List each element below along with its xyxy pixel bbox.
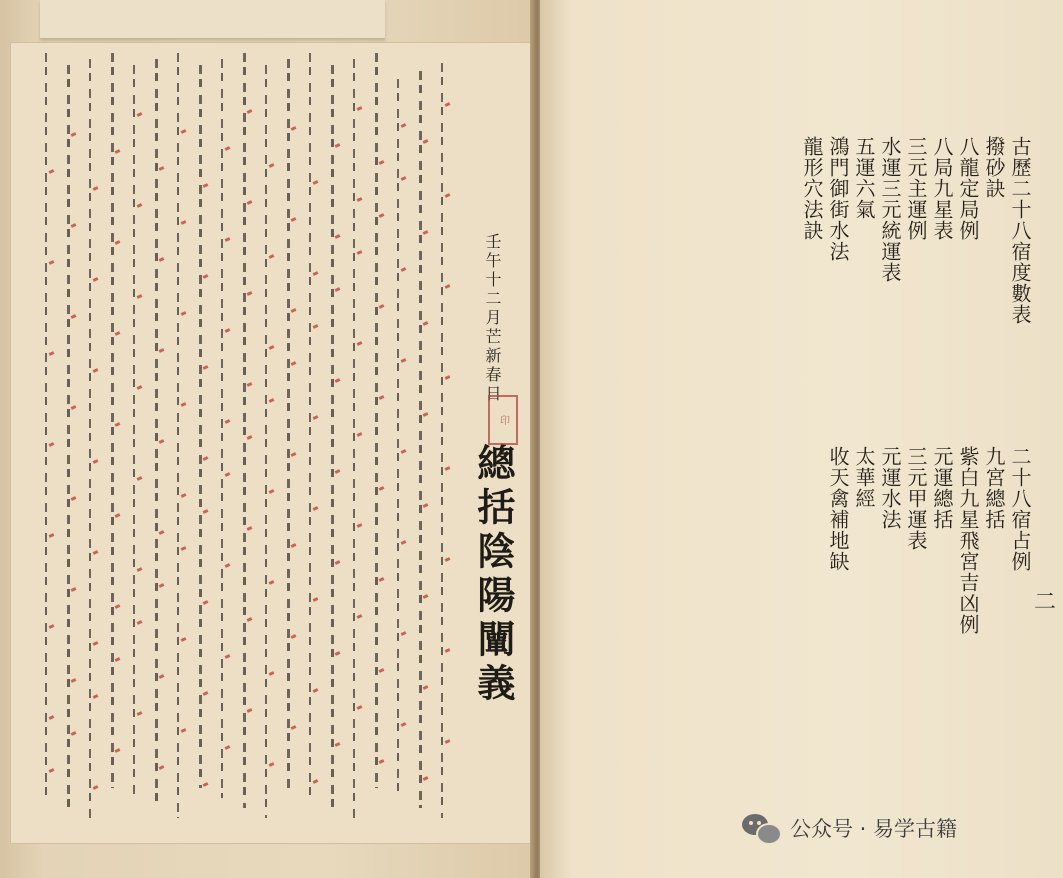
toc-entry: 太華經 <box>852 446 876 509</box>
red-annotation-mark <box>115 513 121 518</box>
red-annotation-mark <box>115 748 121 753</box>
toc-entry: 紫白九星飛宮吉凶例 <box>956 446 980 635</box>
red-annotation-mark <box>225 654 231 659</box>
toc-entry: 鴻門御街水法 <box>826 136 850 262</box>
red-annotation-mark <box>401 540 407 545</box>
red-annotation-mark <box>401 267 407 272</box>
handwritten-column <box>177 53 179 818</box>
red-annotation-mark <box>357 705 363 710</box>
red-annotation-mark <box>445 284 451 289</box>
red-annotation-mark <box>93 459 99 464</box>
red-annotation-mark <box>159 348 165 353</box>
red-annotation-mark <box>203 600 209 605</box>
red-annotation-mark <box>291 217 297 222</box>
red-annotation-mark <box>93 550 99 555</box>
toc-entry: 水運三元統運表 <box>878 136 902 283</box>
red-annotation-mark <box>313 324 319 329</box>
red-annotation-mark <box>49 768 55 773</box>
red-annotation-mark <box>71 405 77 410</box>
red-annotation-mark <box>313 506 319 511</box>
watermark <box>742 812 957 844</box>
red-annotation-mark <box>203 365 209 370</box>
red-annotation-mark <box>159 583 165 588</box>
handwritten-column <box>45 53 47 798</box>
red-annotation-mark <box>137 385 143 390</box>
red-annotation-mark <box>379 160 385 165</box>
handwritten-column <box>67 65 70 808</box>
handwritten-column <box>265 65 267 818</box>
red-annotation-mark <box>357 432 363 437</box>
red-annotation-mark <box>159 166 165 171</box>
red-annotation-mark <box>269 762 275 767</box>
red-annotation-mark <box>379 668 385 673</box>
red-annotation-mark <box>203 509 209 514</box>
red-annotation-mark <box>269 398 275 403</box>
red-annotation-mark <box>423 321 429 326</box>
handwritten-column <box>441 63 443 818</box>
red-annotation-mark <box>379 577 385 582</box>
red-annotation-mark <box>71 496 77 501</box>
red-annotation-mark <box>313 688 319 693</box>
red-annotation-mark <box>379 759 385 764</box>
handwritten-column <box>397 79 399 798</box>
red-annotation-mark <box>181 728 187 733</box>
red-annotation-mark <box>49 351 55 356</box>
red-annotation-mark <box>247 435 253 440</box>
red-annotation-mark <box>401 722 407 727</box>
red-annotation-mark <box>137 294 143 299</box>
handwritten-column <box>287 59 290 788</box>
red-annotation-mark <box>115 331 121 336</box>
red-annotation-mark <box>247 708 253 713</box>
red-annotation-mark <box>137 476 143 481</box>
red-annotation-mark <box>159 674 165 679</box>
red-annotation-mark <box>181 637 187 642</box>
handwritten-column <box>309 53 311 798</box>
handwritten-column <box>375 53 378 788</box>
red-annotation-mark <box>313 597 319 602</box>
red-annotation-mark <box>313 180 319 185</box>
red-annotation-mark <box>203 274 209 279</box>
red-annotation-mark <box>401 358 407 363</box>
red-annotation-mark <box>49 442 55 447</box>
red-annotation-mark <box>269 163 275 168</box>
red-annotation-mark <box>357 197 363 202</box>
toc-entry: 古歷二十八宿度數表 <box>1008 136 1032 325</box>
red-annotation-mark <box>401 123 407 128</box>
right-printed-page <box>540 0 1063 878</box>
red-annotation-mark <box>93 785 99 790</box>
red-annotation-mark <box>401 176 407 181</box>
red-annotation-mark <box>181 546 187 551</box>
red-annotation-mark <box>379 213 385 218</box>
red-annotation-mark <box>445 466 451 471</box>
red-annotation-mark <box>203 183 209 188</box>
handwritten-column <box>155 59 158 808</box>
red-annotation-mark <box>247 109 253 114</box>
toc-entry: 三元甲運表 <box>904 446 928 551</box>
red-annotation-mark <box>93 641 99 646</box>
red-annotation-mark <box>357 523 363 528</box>
watermark-text: 公众号 · 易学古籍 <box>790 817 958 841</box>
manuscript-date: 壬午十二月芒新春日 <box>483 233 502 404</box>
red-annotation-mark <box>423 230 429 235</box>
red-annotation-mark <box>137 112 143 117</box>
red-annotation-mark <box>445 648 451 653</box>
toc-entry: 二十八宿占例 <box>1008 446 1032 572</box>
red-annotation-mark <box>137 620 143 625</box>
red-annotation-mark <box>291 126 297 131</box>
red-annotation-mark <box>291 725 297 730</box>
red-annotation-mark <box>49 260 55 265</box>
red-annotation-mark <box>335 469 341 474</box>
red-annotation-mark <box>115 149 121 154</box>
red-annotation-mark <box>445 739 451 744</box>
red-annotation-mark <box>115 657 121 662</box>
red-annotation-mark <box>313 779 319 784</box>
red-annotation-mark <box>445 557 451 562</box>
toc-entry: 元運水法 <box>878 446 902 530</box>
red-annotation-mark <box>49 624 55 629</box>
red-annotation-mark <box>269 489 275 494</box>
red-annotation-mark <box>137 567 143 572</box>
red-annotation-mark <box>335 378 341 383</box>
red-annotation-mark <box>93 368 99 373</box>
red-annotation-mark <box>115 422 121 427</box>
red-annotation-mark <box>357 106 363 111</box>
red-annotation-mark <box>335 651 341 656</box>
red-annotation-mark <box>247 200 253 205</box>
handwritten-column <box>243 53 246 808</box>
red-annotation-mark <box>335 560 341 565</box>
manuscript-title: 總括陰陽闡義 <box>471 443 516 707</box>
red-annotation-mark <box>269 254 275 259</box>
red-annotation-mark <box>269 345 275 350</box>
red-annotation-mark <box>357 250 363 255</box>
red-annotation-mark <box>181 493 187 498</box>
red-annotation-mark <box>181 402 187 407</box>
red-annotation-mark <box>379 304 385 309</box>
red-annotation-mark <box>159 530 165 535</box>
red-seal: 印 <box>488 395 518 445</box>
toc-entry: 八局九星表 <box>930 136 954 241</box>
handwritten-column <box>111 53 114 788</box>
handwritten-column <box>89 59 91 818</box>
red-annotation-mark <box>115 604 121 609</box>
red-annotation-mark <box>137 711 143 716</box>
wechat-icon <box>742 812 782 844</box>
handwritten-column <box>199 65 202 788</box>
red-annotation-mark <box>225 472 231 477</box>
red-annotation-mark <box>291 361 297 366</box>
red-annotation-mark <box>423 685 429 690</box>
handwritten-text-area <box>10 42 534 844</box>
red-annotation-mark <box>181 220 187 225</box>
red-annotation-mark <box>445 193 451 198</box>
red-annotation-mark <box>313 415 319 420</box>
red-annotation-mark <box>71 132 77 137</box>
red-annotation-mark <box>247 291 253 296</box>
toc-entry: 八龍定局例 <box>956 136 980 241</box>
red-annotation-mark <box>203 456 209 461</box>
toc-entry: 九宮總括 <box>982 446 1006 530</box>
red-annotation-mark <box>291 634 297 639</box>
red-annotation-mark <box>445 375 451 380</box>
red-annotation-mark <box>115 240 121 245</box>
red-annotation-mark <box>291 308 297 313</box>
red-annotation-mark <box>203 691 209 696</box>
red-annotation-mark <box>181 129 187 134</box>
red-annotation-mark <box>269 671 275 676</box>
red-annotation-mark <box>269 580 275 585</box>
red-annotation-mark <box>423 503 429 508</box>
toc-entry: 撥砂訣 <box>982 136 1006 199</box>
red-annotation-mark <box>93 186 99 191</box>
red-annotation-mark <box>423 776 429 781</box>
red-annotation-mark <box>225 237 231 242</box>
red-annotation-mark <box>49 715 55 720</box>
handwritten-column <box>133 65 135 798</box>
handwritten-column <box>331 65 334 808</box>
red-annotation-mark <box>247 526 253 531</box>
red-annotation-mark <box>181 311 187 316</box>
red-annotation-mark <box>335 287 341 292</box>
red-annotation-mark <box>93 694 99 699</box>
toc-entry: 三元主運例 <box>904 136 928 241</box>
red-annotation-mark <box>93 277 99 282</box>
toc-entry: 龍形穴法訣 <box>800 136 824 241</box>
red-annotation-mark <box>291 543 297 548</box>
red-annotation-mark <box>225 146 231 151</box>
handwritten-column <box>353 59 355 818</box>
red-annotation-mark <box>357 341 363 346</box>
red-annotation-mark <box>335 143 341 148</box>
red-annotation-mark <box>71 587 77 592</box>
handwritten-column <box>419 71 422 808</box>
handwritten-column <box>221 59 223 798</box>
red-annotation-mark <box>379 486 385 491</box>
red-annotation-mark <box>225 745 231 750</box>
red-annotation-mark <box>71 314 77 319</box>
page-number: 二 <box>1034 590 1057 615</box>
red-annotation-mark <box>335 234 341 239</box>
red-annotation-mark <box>247 617 253 622</box>
red-annotation-mark <box>379 395 385 400</box>
red-annotation-mark <box>401 631 407 636</box>
red-annotation-mark <box>71 678 77 683</box>
red-annotation-mark <box>401 449 407 454</box>
red-annotation-mark <box>203 782 209 787</box>
red-annotation-mark <box>159 439 165 444</box>
red-annotation-mark <box>225 563 231 568</box>
red-annotation-mark <box>159 257 165 262</box>
toc-entry: 元運總括 <box>930 446 954 530</box>
red-annotation-mark <box>423 412 429 417</box>
red-annotation-mark <box>137 203 143 208</box>
red-annotation-mark <box>225 328 231 333</box>
red-annotation-mark <box>49 533 55 538</box>
red-annotation-mark <box>49 169 55 174</box>
toc-entry: 收天禽補地缺 <box>826 446 850 572</box>
red-annotation-mark <box>423 594 429 599</box>
red-annotation-mark <box>313 271 319 276</box>
red-annotation-mark <box>71 731 77 736</box>
red-annotation-mark <box>247 382 253 387</box>
red-annotation-mark <box>335 742 341 747</box>
red-annotation-mark <box>225 419 231 424</box>
red-annotation-mark <box>71 223 77 228</box>
red-annotation-mark <box>423 139 429 144</box>
red-annotation-mark <box>445 102 451 107</box>
red-annotation-mark <box>291 452 297 457</box>
red-annotation-mark <box>159 765 165 770</box>
paper-scrap <box>40 0 385 39</box>
red-annotation-mark <box>357 614 363 619</box>
toc-entry: 五運六氣 <box>852 136 876 220</box>
